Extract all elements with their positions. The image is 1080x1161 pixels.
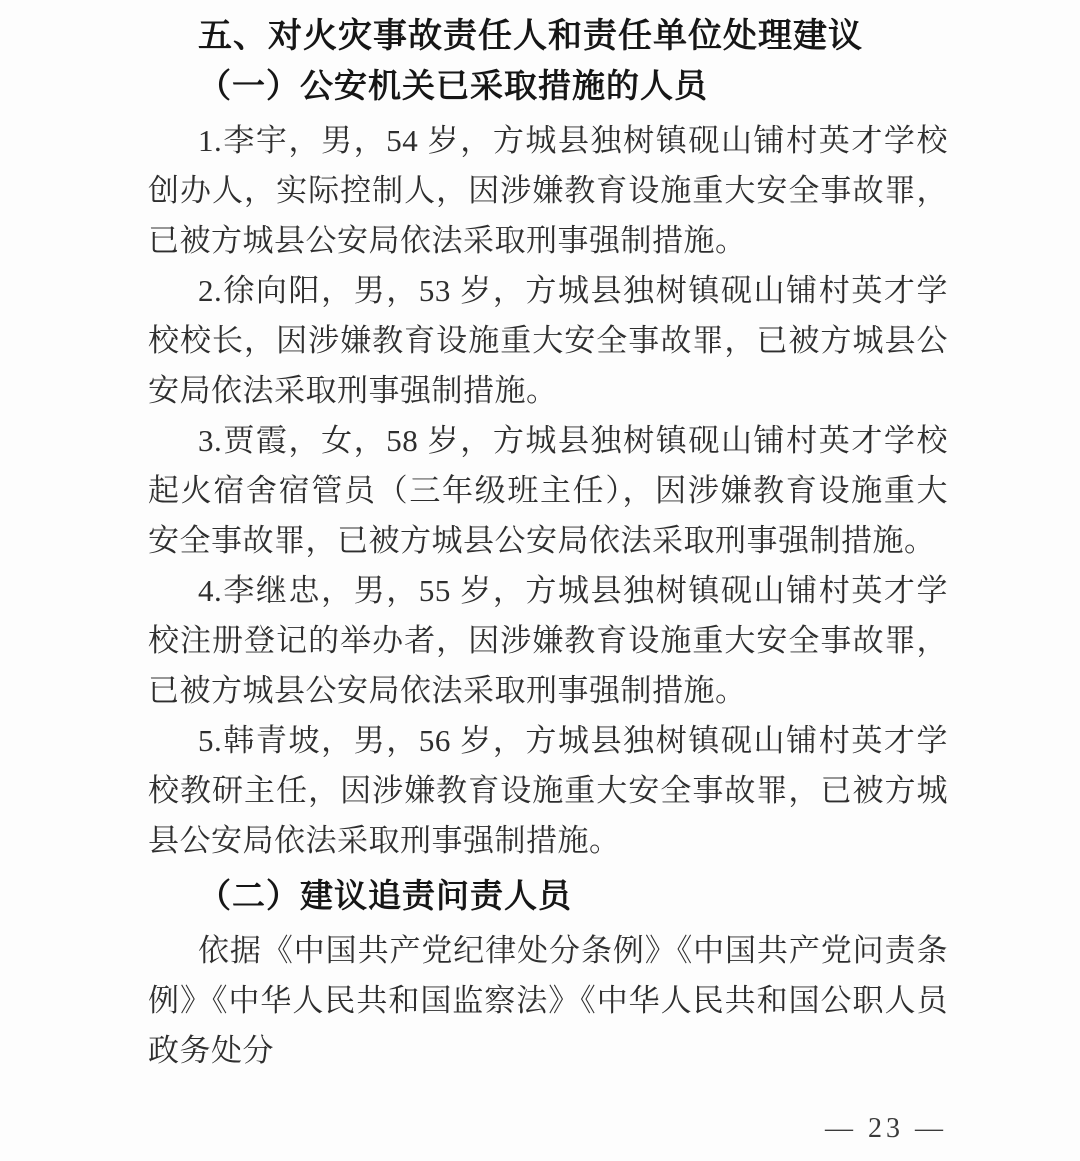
section-two-title: （二）建议追责问责人员 [198,879,572,915]
page-number: — 23 — [825,1113,947,1144]
paragraph-person-2: 2.徐向阳，男，53 岁，方城县独树镇砚山铺村英才学校校长，因涉嫌教育设施重大安全事故罪，已被方城县公安局依法采取刑事强制措施。 [148,273,948,408]
page-title: 五、对火灾事故责任人和责任单位处理建议 [198,18,863,55]
paragraph-legal-basis: 依据《中国共产党纪律处分条例》《中国共产党问责条例》《中华人民共和国监察法》《中华人民共和国公职人员政务处分 [148,933,948,1068]
paragraph-person-5: 5.韩青坡，男，56 岁，方城县独树镇砚山铺村英才学校教研主任，因涉嫌教育设施重大安全事故罪，已被方城县公安局依法采取刑事强制措施。 [148,723,948,858]
paragraph-person-3: 3.贾霞，女，58 岁，方城县独树镇砚山铺村英才学校起火宿舍宿管员（三年级班主任），因涉嫌教育设施重大安全事故罪，已被方城县公安局依法采取刑事强制措施。 [148,423,948,558]
section-one-title: （一）公安机关已采取措施的人员 [198,69,708,105]
paragraph-person-4: 4.李继忠，男，55 岁，方城县独树镇砚山铺村英才学校注册登记的举办者，因涉嫌教育设施重大安全事故罪，已被方城县公安局依法采取刑事强制措施。 [148,573,948,708]
paragraph-person-1: 1.李宇，男，54 岁，方城县独树镇砚山铺村英才学校创办人，实际控制人，因涉嫌教育设施重大安全事故罪，已被方城县公安局依法采取刑事强制措施。 [148,123,948,258]
